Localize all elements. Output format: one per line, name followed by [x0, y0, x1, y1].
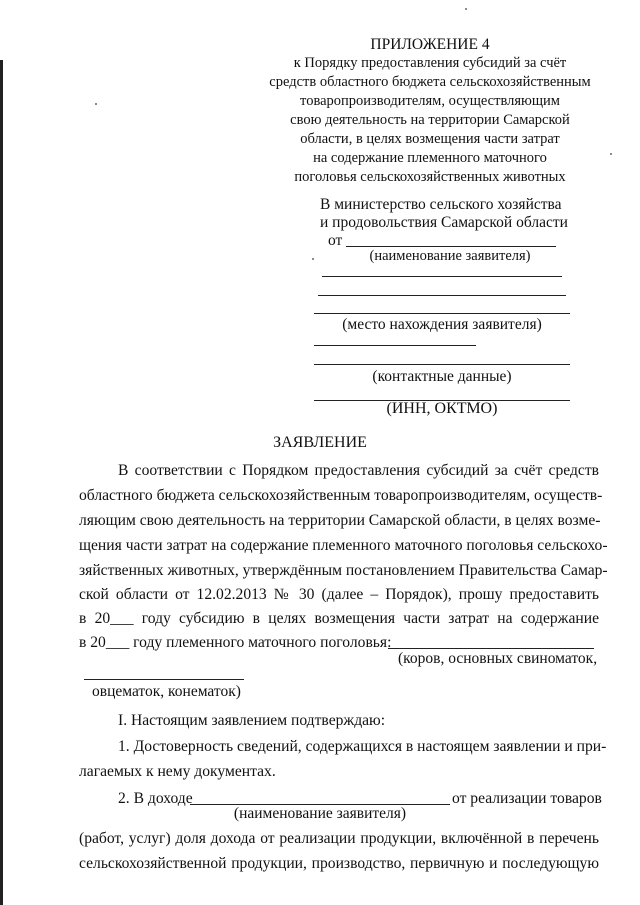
appendix-line: на содержание племенного маточного [313, 150, 547, 166]
inn-caption: (ИНН, ОКТМО) [386, 400, 498, 417]
appendix-line: к Порядку предоставления субсидий за счёт [293, 55, 567, 71]
appendix-line: свою деятельность на территории Самарской [290, 112, 570, 128]
statement-body-line: областного бюджета сельскохозяйственным товаропроизводителям, осуществ- [79, 487, 603, 504]
applicant-blank-line[interactable] [318, 295, 566, 296]
scan-speck [95, 103, 97, 105]
from-label: от [328, 232, 343, 249]
applicant-name-field[interactable] [346, 246, 556, 247]
appendix-line: области, в целях возмещения части затрат [300, 131, 560, 147]
livestock-caption: (коров, основных свиноматок, [398, 650, 598, 667]
statement-heading: ЗАЯВЛЕНИЕ [273, 434, 367, 451]
item-1-line: лагаемых к нему документах. [79, 763, 276, 780]
livestock-caption-continued: овцематок, конематок) [92, 683, 241, 700]
applicant-name-caption: (наименование заявителя) [369, 248, 531, 264]
item-2-line: (работ, услуг) доля дохода от реализации продукции, включённой в перечень [79, 830, 599, 847]
applicant-blank-line[interactable] [322, 276, 562, 277]
statement-body-line: в 20___ году субсидию в целях возмещения части затрат на содержание [79, 610, 599, 627]
statement-body-line: ляющим свою деятельность на территории Самарской области, в целях возме- [79, 512, 601, 529]
statement-body-line: зяйственных животных, утверждённым постановлением Правительства Самар- [79, 562, 608, 579]
livestock-line-prefix: в 20___ году племенного маточного поголовья: [79, 634, 392, 651]
appendix-line: товаропроизводителям, осуществляющим [300, 93, 560, 109]
statement-body-line: В соответствии с Порядком предоставления субсидий за счёт средств [118, 462, 599, 479]
appendix-line: средств областного бюджета сельскохозяйственным [269, 74, 591, 90]
addressee-line: и продовольствия Самарской области [320, 214, 568, 231]
statement-body-line: щения части затрат на содержание племенного маточного поголовья сельскохо- [79, 537, 608, 554]
scan-edge-mark [0, 60, 3, 905]
item-2-caption: (наименование заявителя) [233, 805, 407, 822]
section-1-heading: I. Настоящим заявлением подтверждаю: [118, 712, 386, 729]
scan-speck [465, 8, 467, 10]
addressee-line: В министерство сельского хозяйства [320, 196, 562, 213]
item-2-prefix: 2. В доходе [118, 790, 193, 807]
scan-speck [312, 258, 314, 260]
location-field[interactable] [314, 313, 570, 314]
appendix-title: ПРИЛОЖЕНИЕ 4 [370, 36, 490, 53]
location-caption: (место нахождения заявителя) [342, 316, 542, 333]
contact-blank-line[interactable] [314, 345, 476, 346]
item-2-suffix: от реализации товаров [452, 790, 602, 807]
statement-body-line: ской области от 12.02.2013 № 30 (далее – Порядок), прошу предоставить [79, 586, 599, 603]
livestock-field-continued[interactable] [84, 679, 244, 680]
contact-caption: (контактные данные) [372, 368, 512, 385]
item-1-line: 1. Достоверность сведений, содержащихся в настоящем заявлении и при- [118, 738, 607, 755]
appendix-line: поголовья сельскохозяйственных животных [294, 169, 566, 185]
contact-field[interactable] [314, 364, 570, 365]
item-2-line: сельскохозяйственной продукции, производство, первичную и последующую [79, 855, 599, 872]
livestock-field[interactable] [388, 648, 594, 649]
